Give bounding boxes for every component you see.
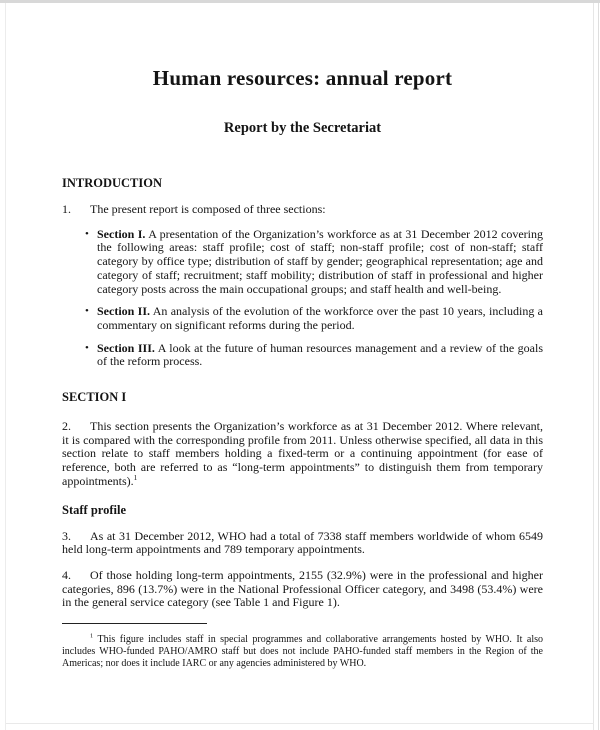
footnote-area xyxy=(62,623,543,671)
section-1-text: A presentation of the Organization’s workforce as at 31 December 2012 covering the following areas: staff profile; cost of staff; non-staff profile; cost of non-staff; staff category by office type; distribution of staff by gender; geographical representation; age and category of staff; recruitment; staff mobility; distribution of staff in professional and higher category posts across the main occupational groups; and staff health and well-being. xyxy=(97,226,544,296)
staff-profile-heading: Staff profile xyxy=(62,502,126,517)
footnote-1 xyxy=(62,634,543,671)
paragraph-4 xyxy=(62,569,543,610)
document-title: Human resources: annual report xyxy=(152,66,453,90)
paragraph-4-text: Of those holding long-term appointments, 2155 (32.9%) were in the professional and higher categories, 896 (13.7%) were in the National Professional Officer category, and 3498 (53.4%) were in the general service category (see Table 1 and Figure 1). xyxy=(62,567,543,610)
footnote-1-marker: 1 xyxy=(90,632,94,640)
footnote-reference-1: 1 xyxy=(133,472,138,482)
paragraph-2-text: This section presents the Organization’s workforce as at 31 December 2012. Where relevant, it is compared with the corresponding profile from 2011. Unless otherwise specified, all data in this section relate to staff members holding a fixed-term or a continuing appointment (for ease of reference, both are referred to as “long-term appointments” to distinguish them from temporary appointments). xyxy=(62,419,543,488)
footnote-separator-rule xyxy=(62,623,207,624)
bullet-icon: • xyxy=(85,341,89,354)
section-2-text: An analysis of the evolution of the workforce over the past 10 years, including a commentary on significant reforms during the period. xyxy=(97,304,544,332)
paragraph-2-number: 2. xyxy=(62,419,71,434)
list-item-section-1 xyxy=(62,228,543,297)
list-item-section-2 xyxy=(62,305,543,332)
document-page xyxy=(62,0,543,681)
paragraph-3-text: As at 31 December 2012, WHO had a total of 7338 staff members worldwide of whom 6549 held long-term appointments and 789 temporary appointments. xyxy=(62,528,543,557)
section-3-label: Section III. xyxy=(97,340,155,355)
document-subtitle: Report by the Secretariat xyxy=(223,120,382,136)
paragraph-1-number: 1. xyxy=(62,202,71,216)
section-overview-list xyxy=(62,228,543,369)
paragraph-1-text: The present report is composed of three sections: xyxy=(90,202,326,216)
section-2-label: Section II. xyxy=(97,304,151,319)
page-frame-left-edge xyxy=(5,3,6,730)
paragraph-1 xyxy=(62,203,543,217)
list-item-section-3 xyxy=(62,342,543,369)
paragraph-3 xyxy=(62,530,543,557)
footnote-1-text: This figure includes staff in special programmes and collaborative arrangements hosted by WHO. It also includes WHO-funded PAHO/AMRO staff but does not include PAHO-funded staff members in the Region of the Americas; nor does it include IARC or any agencies administered by WHO. xyxy=(62,634,543,670)
page-frame-right-edge xyxy=(593,3,594,730)
paragraph-2 xyxy=(62,420,543,489)
bullet-icon: • xyxy=(85,227,89,240)
section-1-label: Section I. xyxy=(97,226,146,241)
introduction-heading: INTRODUCTION xyxy=(62,176,163,190)
paragraph-3-number: 3. xyxy=(62,528,71,543)
bullet-icon: • xyxy=(85,305,89,318)
section-1-heading: SECTION I xyxy=(62,390,127,405)
page-frame-bottom-edge xyxy=(6,723,594,724)
page-frame-right-outer-edge xyxy=(598,3,599,730)
section-3-text: A look at the future of human resources management and a review of the goals of the reform process. xyxy=(97,340,544,369)
paragraph-4-number: 4. xyxy=(62,567,71,582)
